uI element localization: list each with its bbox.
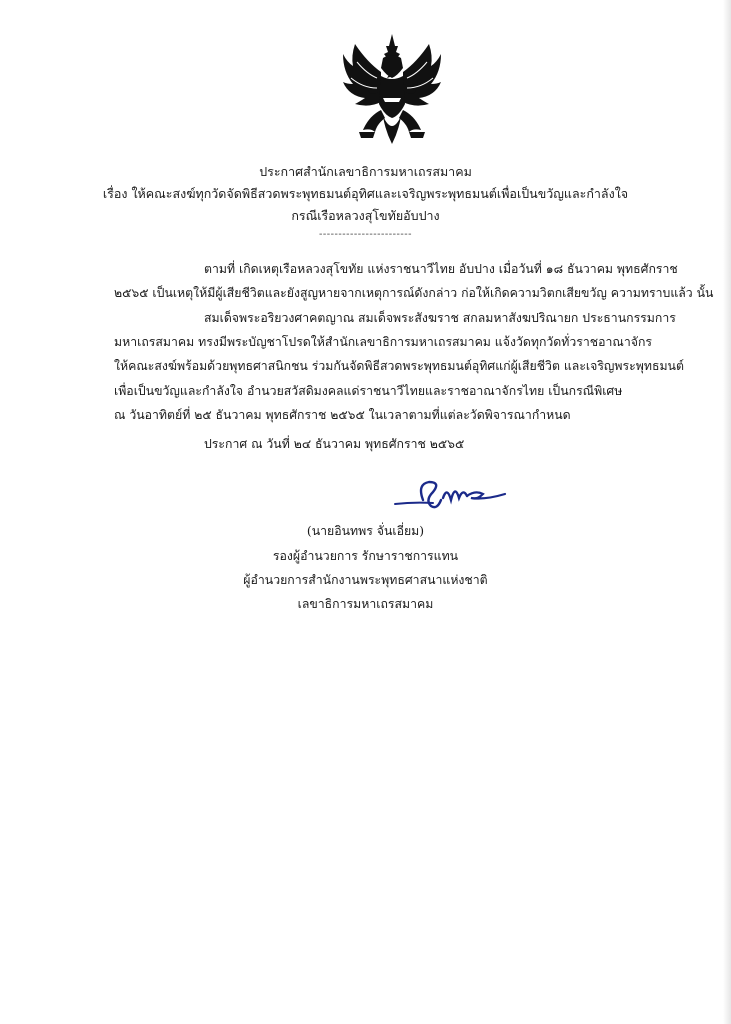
page-edge [723,0,731,1024]
body-line: ตามที่ เกิดเหตุเรือหลวงสุโขทัย แห่งราชนาวีไทย อับปาง เมื่อวันที่ ๑๘ ธันวาคม พุทธศักราช [204,262,678,276]
body-line: ๒๕๖๕ เป็นเหตุให้มีผู้เสียชีวิตและยังสูญหายจากเหตุการณ์ดังกล่าว ก่อให้เกิดความวิตกเสียขวัญ ความทราบแล้ว นั้น [114,286,714,300]
divider: ------------------------ [318,229,413,240]
signatory-position: เลขาธิการมหาเถรสมาคม [297,597,434,611]
signatory-position: ผู้อำนวยการสำนักงานพระพุทธศาสนาแห่งชาติ [243,573,488,587]
handwritten-signature [393,470,523,520]
announcement-date: ประกาศ ณ วันที่ ๒๔ ธันวาคม พุทธศักราช ๒๕๖๕ [204,437,465,451]
body-line: ให้คณะสงฆ์พร้อมด้วยพุทธศาสนิกชน ร่วมกันจัดพิธีสวดพระพุทธมนต์อุทิศแก่ผู้เสียชีวิต และเจริญพระพุทธมนต์ [114,359,684,373]
announcement-title: ประกาศสำนักเลขาธิการมหาเถรสมาคม [259,164,472,179]
body-line: สมเด็จพระอริยวงศาคตญาณ สมเด็จพระสังฆราช สกลมหาสังฆปริณายก ประธานกรรมการ [204,311,676,325]
subject-line: เรื่อง ให้คณะสงฆ์ทุกวัดจัดพิธีสวดพระพุทธมนต์อุทิศและเจริญพระพุทธมนต์เพื่อเป็นขวัญและกำลังใจ [102,186,629,201]
body-line: ณ วันอาทิตย์ที่ ๒๕ ธันวาคม พุทธศักราช ๒๕๖๕ ในเวลาตามที่แต่ละวัดพิจารณากำหนด [114,408,571,422]
body-line: มหาเถรสมาคม ทรงมีพระบัญชาโปรดให้สำนักเลขาธิการมหาเถรสมาคม แจ้งวัดทุกวัดทั่วราชอาณาจักร [114,335,653,349]
subject-line-continued: กรณีเรือหลวงสุโขทัยอับปาง [291,208,440,223]
signatory-name: (นายอินทพร จั่นเอี่ยม) [306,524,425,538]
garuda-emblem [337,32,447,147]
body-line: เพื่อเป็นขวัญและกำลังใจ อำนวยสวัสดิมงคลแด่ราชนาวีไทยและราชอาณาจักรไทย เป็นกรณีพิเศษ [114,384,623,398]
signatory-position: รองผู้อำนวยการ รักษาราชการแทน [272,549,459,563]
